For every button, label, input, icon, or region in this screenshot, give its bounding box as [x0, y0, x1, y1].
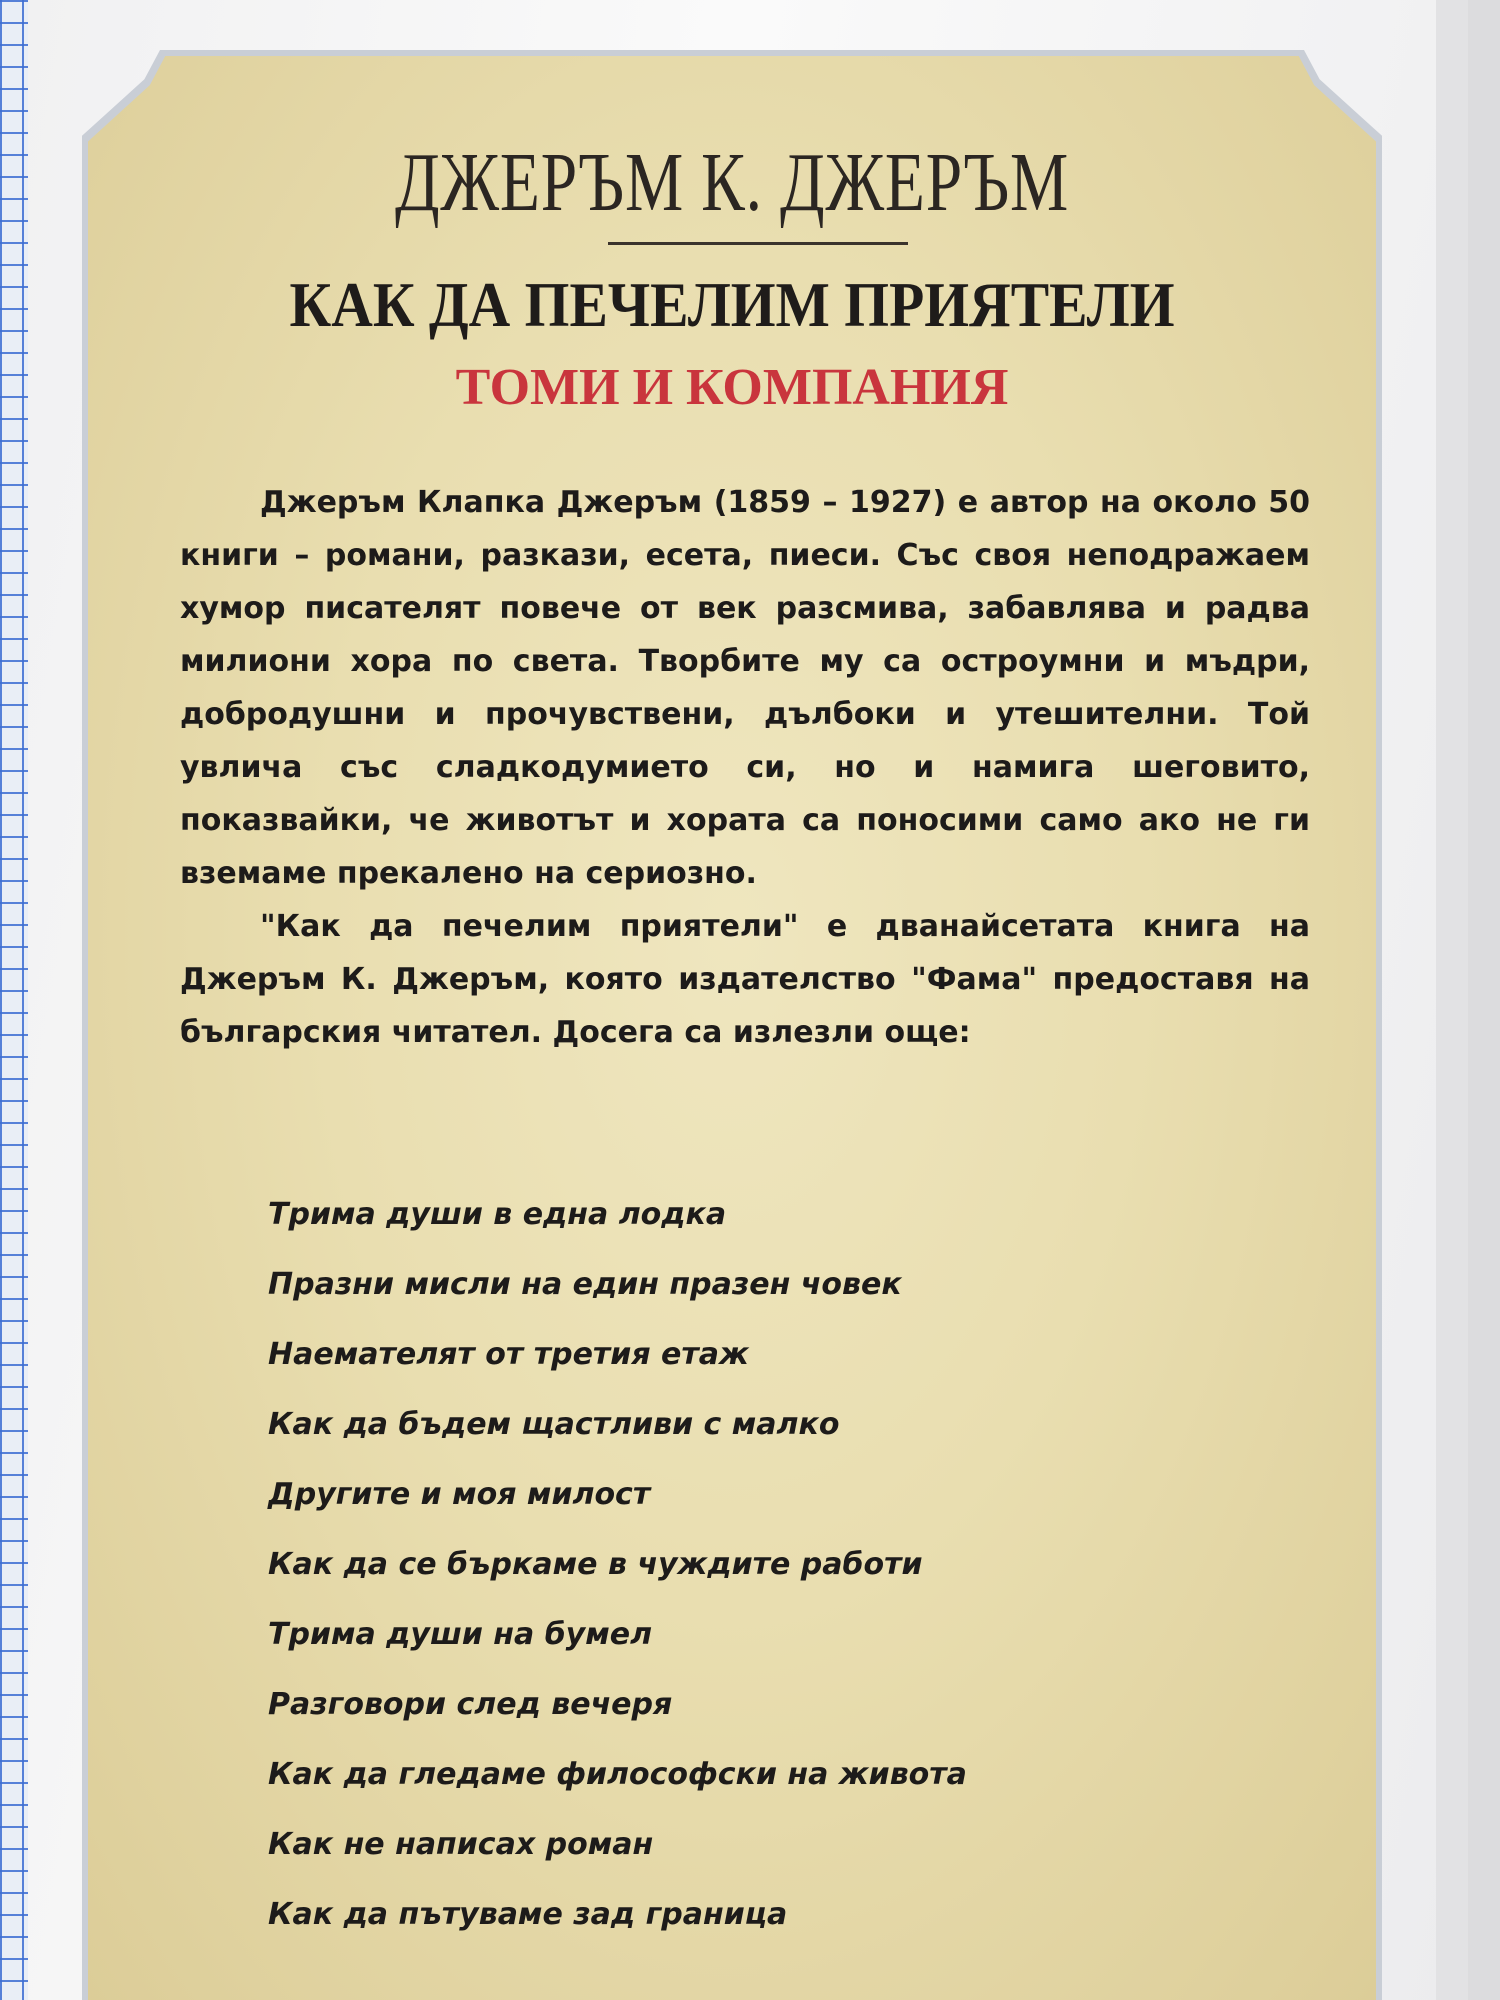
description-text [180, 476, 1310, 1059]
list-item: Празни мисли на един празен човек [268, 1267, 902, 1302]
list-item: Трима души в една лодка [268, 1197, 727, 1232]
published-books-list [268, 1180, 1268, 1950]
book-title: КАК ДА ПЕЧЕЛИМ ПРИЯТЕЛИ [289, 269, 1175, 340]
list-item: Разговори след вечеря [268, 1687, 673, 1722]
notebook-grid-edge [0, 0, 28, 2000]
book-subtitle: ТОМИ И КОМПАНИЯ [455, 359, 1009, 416]
list-item: Наемателят от третия етаж [268, 1337, 749, 1372]
description-paragraph: "Как да печелим приятели" е дванайсетата книга на Джеръм К. Джеръм, която издателство "Фама" предоставя на българския читател. Досега са излезли още: [180, 909, 1310, 1050]
list-item: Как да гледаме философски на живота [268, 1757, 967, 1792]
description-paragraph: Джеръм Клапка Джеръм (1859 – 1927) е автор на около 50 книги – романи, разкази, есета, пиеси. Със своя неподражаем хумор писателят повече от век разсмива, забавлява и радва милиони хора по света. Творбите му са остроумни и мъдри, добродушни и прочувствени, дълбоки и утешителни. Той увлича със сладкодумието си, но и намига шеговито, показвайки, че животът и хората са поносими само ако не ги вземаме прекалено на сериозно. [180, 485, 1310, 891]
book-spine-edge [1436, 0, 1468, 2000]
list-item: Как не написах роман [268, 1827, 654, 1862]
divider-rule [608, 242, 908, 245]
list-item: Как да се бъркаме в чуждите работи [268, 1547, 923, 1582]
list-item: Как да пътуваме зад граница [268, 1897, 788, 1932]
author-name: ДЖЕРЪМ К. ДЖЕРЪМ [394, 136, 1070, 229]
list-item: Трима души на бумел [268, 1617, 653, 1652]
list-item: Как да бъдем щастливи с малко [268, 1407, 840, 1442]
cover-content [88, 56, 1376, 2000]
list-item: Другите и моя милост [268, 1477, 651, 1512]
